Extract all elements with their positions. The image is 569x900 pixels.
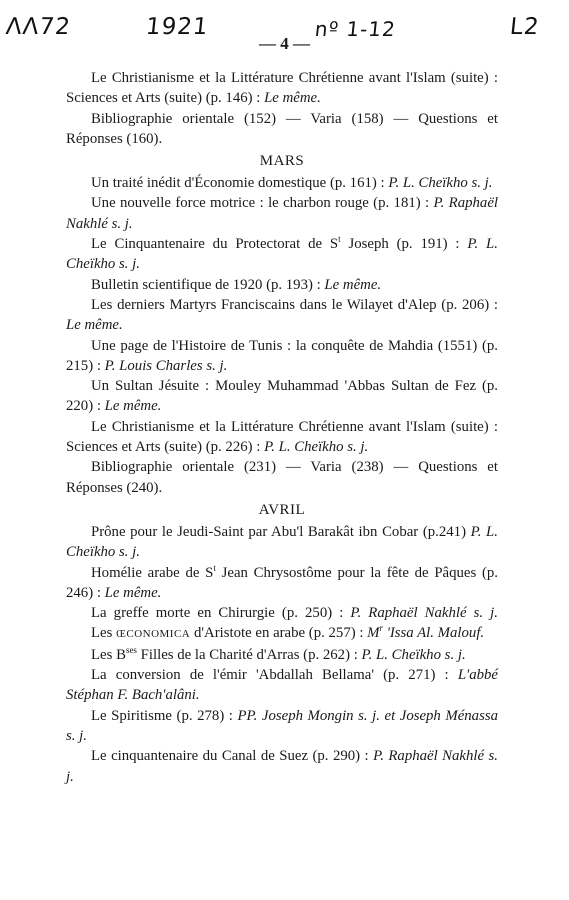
entry-text: Homélie arabe de S <box>91 564 214 581</box>
toc-entry <box>66 623 498 644</box>
handwritten-note-left: ɅɅ72 <box>4 14 73 40</box>
entry-text: Le Spiritisme (p. 278) : <box>91 707 238 724</box>
toc-entry <box>66 336 498 377</box>
toc-section <box>66 68 498 149</box>
section-heading: MARS <box>259 153 305 170</box>
toc-entry <box>66 665 498 706</box>
superscript: t <box>213 562 216 573</box>
entry-text: La greffe morte en Chirurgie (p. 250) : <box>91 605 351 622</box>
author-name: Le même. <box>264 90 321 107</box>
superscript: t <box>338 234 341 245</box>
toc-entry <box>66 563 498 604</box>
toc-entry <box>66 68 498 109</box>
entry-text: Les <box>91 625 117 642</box>
toc-entry <box>66 457 498 498</box>
entry-text: La conversion de l'émir 'Abdallah Bellama' (p. 271) : <box>91 667 458 684</box>
entry-text: Jean Chrysostôme pour la fête de Pâques (p. 246) : <box>66 564 498 601</box>
superscript: r <box>379 623 383 634</box>
entry-text: Bibliographie orientale (231) — Varia (238) — Questions et Réponses (240). <box>66 459 498 496</box>
entry-text: Une page de l'Histoire de Tunis : la conquête de Mahdia (1551) (p. 215) : <box>66 337 498 374</box>
author-name: 'Issa Al. Malouf. <box>383 625 485 642</box>
toc-entry <box>66 645 498 665</box>
entry-text: Une nouvelle force motrice : le charbon rouge (p. 181) : <box>91 195 434 212</box>
toc-entry <box>66 603 498 623</box>
handwritten-year: 1921 <box>144 14 210 40</box>
entry-text: Le cinquantenaire du Canal de Suez (p. 290) : <box>91 748 374 765</box>
entry-text: Les derniers Martyrs Franciscains dans le Wilayet d'Alep (p. 206) : <box>91 296 498 313</box>
entry-text: Les B <box>91 646 126 663</box>
author-name: P. L. Cheïkho s. j. <box>388 175 493 192</box>
superscript: ses <box>125 644 137 655</box>
author-name: P. Raphaël Nakhlé s. j. <box>350 605 498 622</box>
author-name: P. Louis Charles s. j. <box>104 357 228 374</box>
author-name: Le même. <box>66 317 123 334</box>
toc-entry <box>66 522 498 563</box>
entry-text: Joseph (p. 191) : <box>340 236 468 253</box>
entry-text: d'Aristote en arabe (p. 257) : <box>190 625 368 642</box>
toc-entry <box>66 173 498 193</box>
entry-text: Le Christianisme et la Littérature Chrétienne avant l'Islam (suite) : Sciences et Arts (suite) (p. 146) : <box>66 70 498 107</box>
entry-text: Le Cinquantenaire du Protectorat de S <box>91 236 339 253</box>
toc-entry <box>66 417 498 458</box>
entry-text: Un Sultan Jésuite : Mouley Muhammad 'Abbas Sultan de Fez (p. 220) : <box>66 378 498 415</box>
entry-text: Le Christianisme et la Littérature Chrétienne avant l'Islam (suite) : Sciences et Arts (suite) (p. 226) : <box>66 418 498 456</box>
toc-entry <box>66 234 498 275</box>
table-of-contents <box>66 68 498 787</box>
author-name: P. L. Cheïkho s. j. <box>66 523 498 561</box>
toc-entry <box>66 746 498 787</box>
toc-entry <box>66 109 498 150</box>
section-heading: AVRIL <box>258 501 306 518</box>
author-name: P. Raphaël Nakhlé s. j. <box>66 748 498 785</box>
author-name: P. L. Cheïkho s. j. <box>361 646 466 663</box>
toc-entry <box>66 295 498 336</box>
handwritten-issue-range: nº 1-12 <box>313 17 398 41</box>
author-name: M <box>367 625 380 642</box>
author-name: P. L. Cheïkho s. j. <box>264 439 369 456</box>
page-number: — 4 — <box>259 34 310 53</box>
author-name: Le même. <box>324 276 382 293</box>
entry-text: Filles de la Charité d'Arras (p. 262) : <box>136 646 362 663</box>
author-name: L'abbé Stéphan F. Bach'alâni. <box>66 667 498 704</box>
small-caps-title: ŒCONOMICA <box>116 628 191 641</box>
toc-entry <box>66 706 498 747</box>
author-name: P. Raphaël Nakhlé s. j. <box>66 195 498 232</box>
entry-text: Bulletin scientifique de 1920 (p. 193) : <box>91 276 325 293</box>
toc-entry <box>66 376 498 417</box>
entry-text: Prône pour le Jeudi-Saint par Abu'l Barakât ibn Cobar (p.241) <box>91 523 471 540</box>
author-name: P. L. Cheïkho s. j. <box>66 236 498 273</box>
entry-text: Un traité inédit d'Économie domestique (p. 161) : <box>91 175 389 192</box>
toc-section <box>66 498 498 787</box>
author-name: Le même. <box>104 584 162 601</box>
toc-entry <box>66 275 498 295</box>
author-name: PP. Joseph Mongin s. j. et Joseph Ménassa s. j. <box>66 707 498 744</box>
toc-section <box>66 149 498 498</box>
toc-entry <box>66 193 498 234</box>
entry-text: Bibliographie orientale (152) — Varia (158) — Questions et Réponses (160). <box>66 110 498 147</box>
handwritten-note-right: L2 <box>508 14 541 40</box>
author-name: Le même. <box>104 398 162 415</box>
